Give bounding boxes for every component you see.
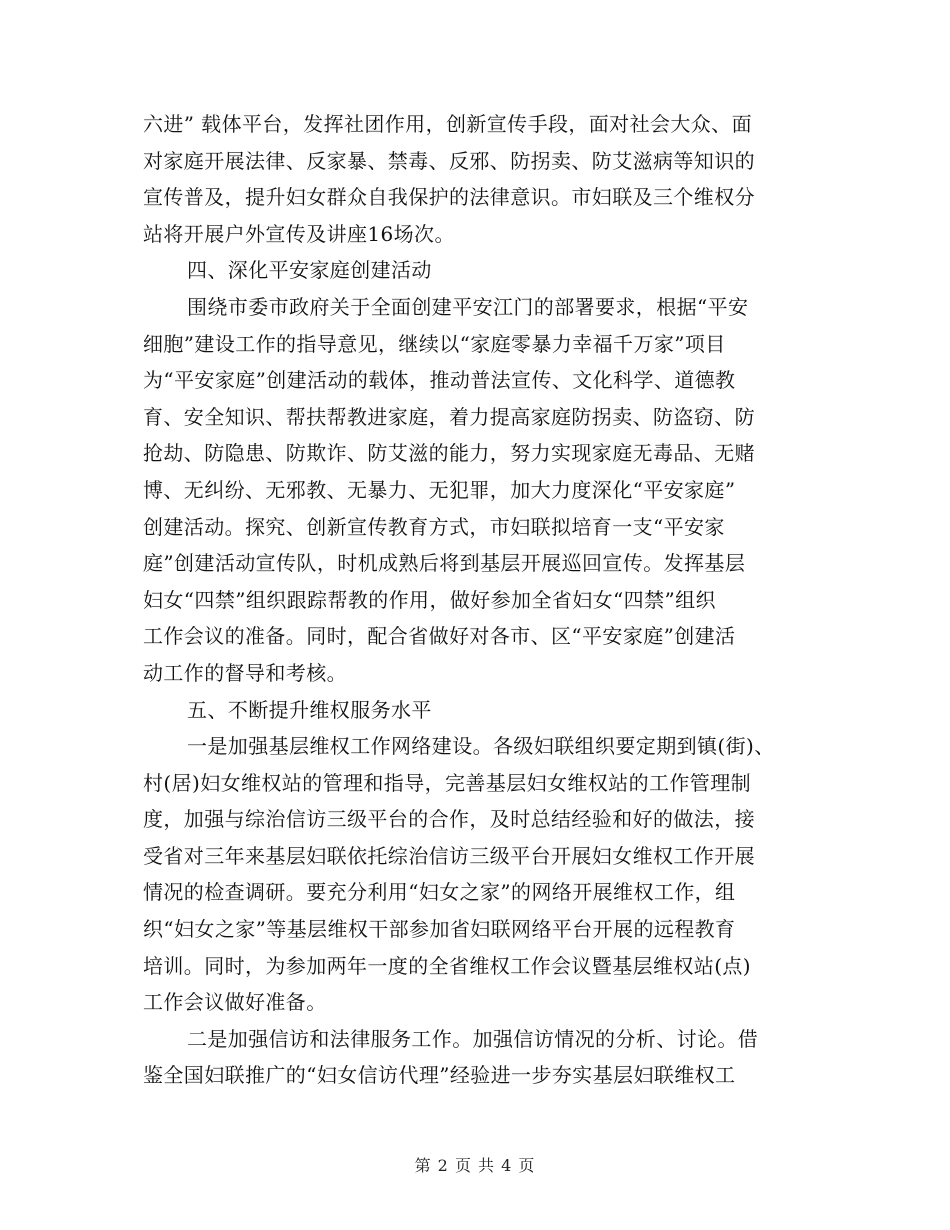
text-line: 四、深化平安家庭创建活动 [187, 258, 432, 283]
text-line: 一是加强基层维权工作网络建设。各级妇联组织要定期到镇(街)、 [187, 734, 775, 759]
document-body [143, 106, 808, 1094]
text-line: 抢劫、防隐患、防欺诈、防艾滋的能力，努力实现家庭无毒品、无赌 [143, 441, 755, 466]
text-line: 站将开展户外宣传及讲座16场次。 [143, 221, 455, 246]
text-line: 织“妇女之家”等基层维权干部参加省妇联网络平台开展的远程教育 [143, 917, 736, 942]
text-line: 度，加强与综治信访三级平台的合作，及时总结经验和好的做法，接 [143, 807, 755, 832]
text-line: 博、无纠纷、无邪教、无暴力、无犯罪，加大力度深化“平安家庭” [143, 477, 736, 502]
text-line: 动工作的督导和考核。 [143, 660, 347, 685]
text-line: 细胞”建设工作的指导意见，继续以“家庭零暴力幸福千万家”项目 [143, 331, 726, 356]
text-line: 工作会议做好准备。 [143, 990, 327, 1015]
text-line: 对家庭开展法律、反家暴、禁毒、反邪、防拐卖、防艾滋病等知识的 [143, 148, 755, 173]
text-line: 宣传普及，提升妇女群众自我保护的法律意识。市妇联及三个维权分 [143, 185, 755, 210]
text-line: 庭”创建活动宣传队，时机成熟后将到基层开展巡回宣传。发挥基层 [143, 551, 746, 576]
text-line: 工作会议的准备。同时，配合省做好对各市、区“平安家庭”创建活 [143, 624, 736, 649]
text-line: 五、不断提升维权服务水平 [187, 697, 432, 722]
page-footer: 第 2 页 共 4 页 [414, 1156, 536, 1175]
text-line: 鉴全国妇联推广的“妇女信访代理”经验进一步夯实基层妇联维权工 [143, 1063, 736, 1088]
text-line: 创建活动。探究、创新宣传教育方式，市妇联拟培育一支“平安家 [143, 514, 725, 539]
text-line: 六进” 载体平台，发挥社团作用，创新宣传手段，面对社会大众、面 [143, 112, 752, 136]
text-line: 为“平安家庭”创建活动的载体，推动普法宣传、文化科学、道德教 [143, 368, 736, 393]
text-line: 妇女“四禁”组织跟踪帮教的作用，做好参加全省妇女“四禁”组织 [143, 587, 716, 612]
text-line: 受省对三年来基层妇联依托综治信访三级平台开展妇女维权工作开展 [143, 843, 755, 868]
text-line: 情况的检查调研。要充分利用“妇女之家”的网络开展维权工作，组 [143, 880, 736, 905]
text-line: 培训。同时，为参加两年一度的全省维权工作会议暨基层维权站(点) [143, 953, 752, 978]
text-line: 育、安全知识、帮扶帮教进家庭，着力提高家庭防拐卖、防盗窃、防 [143, 404, 755, 429]
text-line: 二是加强信访和法律服务工作。加强信访情况的分析、讨论。借 [187, 1026, 759, 1051]
text-line: 围绕市委市政府关于全面创建平安江门的部署要求，根据“平安 [187, 294, 749, 319]
text-line: 村(居)妇女维权站的管理和指导，完善基层妇女维权站的工作管理制 [143, 770, 752, 795]
